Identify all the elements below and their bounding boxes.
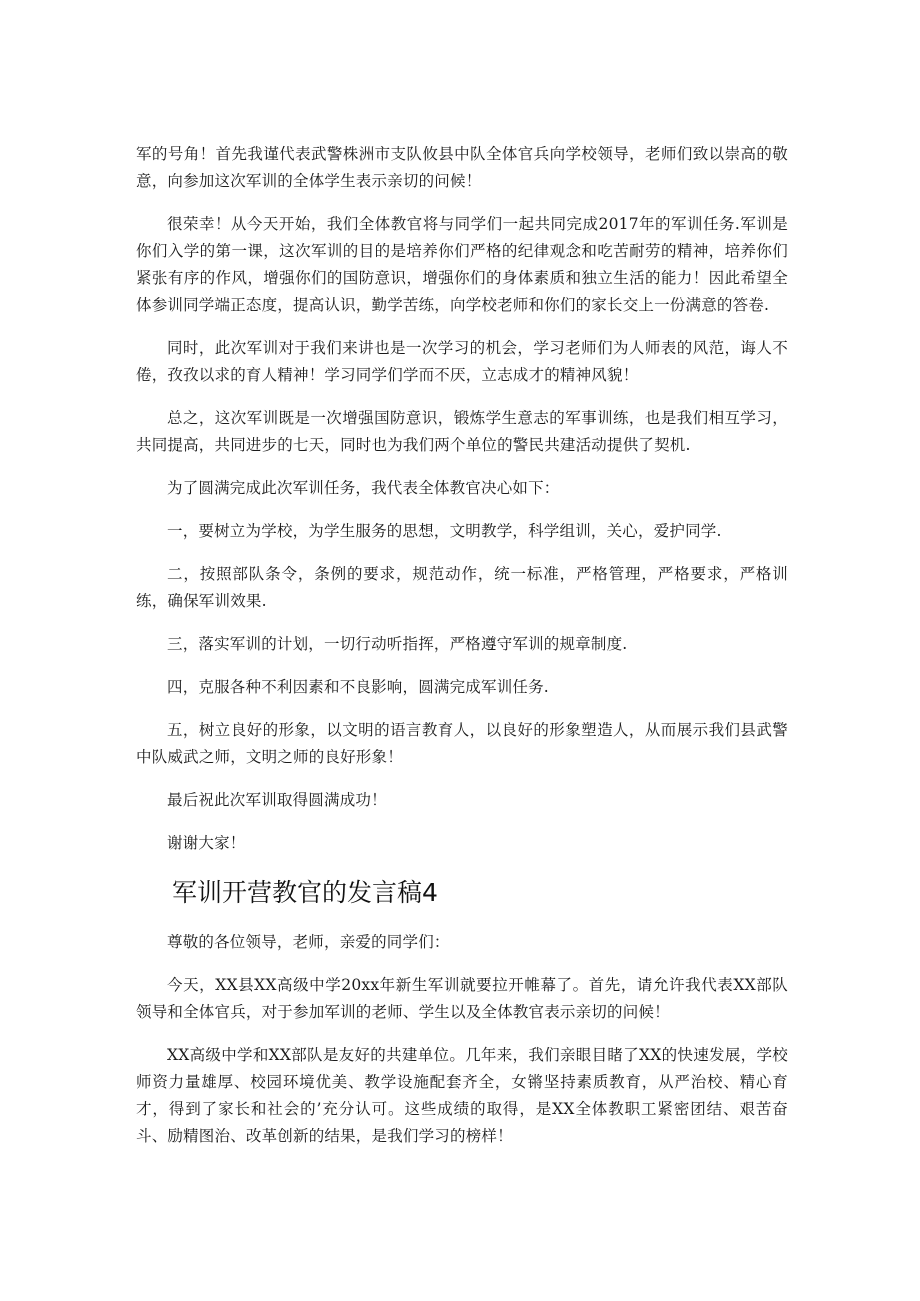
- paragraph-partnership: XX高级中学和XX部队是友好的共建单位。几年来，我们亲眼目睹了XX的快速发展，学校师资力量雄厚、校园环境优美、教学设施配套齐全，女锵坚持素质教育，从严治校、精心育才，得到了家长和社会的’充分认可。这些成绩的取得，是XX全体教职工紧密团结、艰苦奋斗、励精图治、改革创新的结果，是我们学习的榜样！: [136, 1046, 788, 1145]
- paragraph-resolution-5: 五，树立良好的形象，以文明的语言教育人，以良好的形象塑造人，从而展示我们县武警中队威武之师，文明之师的良好形象！: [136, 721, 788, 766]
- paragraph-greeting-continuation: 军的号角！首先我谨代表武警株洲市支队攸县中队全体官兵向学校领导，老师们致以崇高的敬意，向参加这次军训的全体学生表示亲切的问候！: [136, 145, 788, 190]
- paragraph-resolution-1: 一，要树立为学校，为学生服务的思想，文明教学，科学组训，关心，爱护同学.: [167, 522, 722, 540]
- paragraph-resolution-3: 三，落实军训的计划，一切行动听指挥，严格遵守军训的规章制度.: [167, 635, 628, 653]
- paragraph-summary: 总之，这次军训既是一次增强国防意识，锻炼学生意志的军事训练，也是我们相互学习，共同提高，共同进步的七天，同时也为我们两个单位的警民共建活动提供了契机.: [136, 409, 788, 454]
- paragraph-honor: 很荣幸！从今天开始，我们全体教官将与同学们一起共同完成2017年的军训任务.军训是你们入学的第一课，这次军训的目的是培养你们严格的纪律观念和吃苦耐劳的精神，培养你们紧张有序的作风，增强你们的国防意识，增强你们的身体素质和独立生活的能力！因此希望全体参训同学端正态度，提高认识，勤学苦练，向学校老师和你们的家长交上一份满意的答卷.: [136, 215, 788, 314]
- paragraph-opening: 今天，XX县XX高级中学20xx年新生军训就要拉开帷幕了。首先，请允许我代表XX部队领导和全体官兵，对于参加军训的老师、学生以及全体教官表示亲切的问候！: [136, 976, 788, 1021]
- section-heading: 军训开营教官的发言稿4: [172, 878, 438, 907]
- document-body: [136, 141, 788, 1166]
- paragraph-closing-wish: 最后祝此次军训取得圆满成功！: [167, 791, 387, 809]
- paragraph-resolution-2: 二，按照部队条令，条例的要求，规范动作，统一标准，严格管理，严格要求，严格训练，确保军训效果.: [136, 565, 788, 610]
- paragraph-learning: 同时，此次军训对于我们来讲也是一次学习的机会，学习老师们为人师表的风范，诲人不倦，孜孜以求的育人精神！学习同学们学而不厌，立志成才的精神风貌！: [136, 339, 788, 384]
- paragraph-resolution-intro: 为了圆满完成此次军训任务，我代表全体教官决心如下：: [167, 479, 560, 497]
- paragraph-resolution-4: 四，克服各种不利因素和不良影响，圆满完成军训任务.: [167, 678, 549, 696]
- paragraph-thanks: 谢谢大家！: [167, 834, 246, 852]
- paragraph-salutation: 尊敬的各位领导，老师，亲爱的同学们：: [167, 933, 450, 951]
